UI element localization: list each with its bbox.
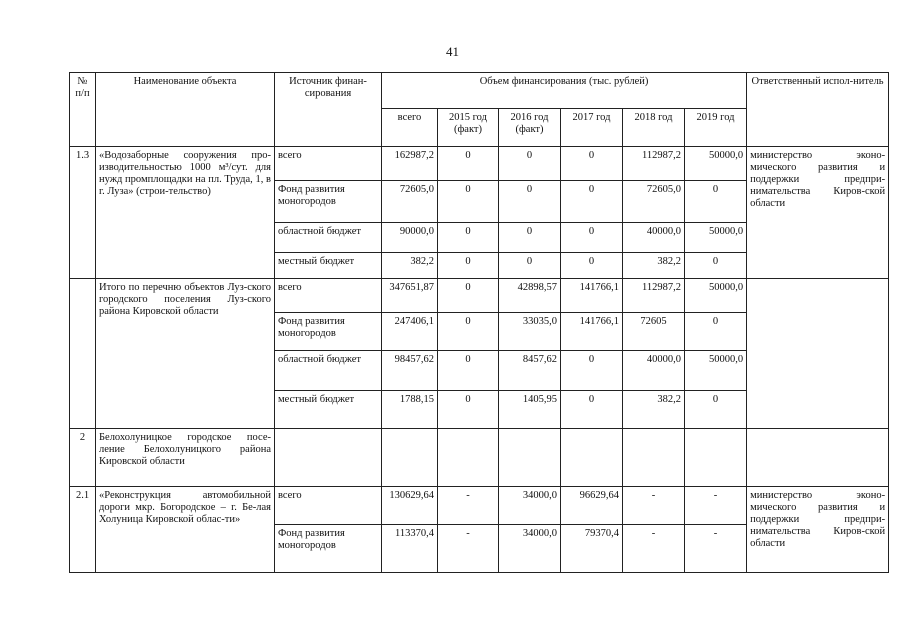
header-name: Наименование объекта xyxy=(96,73,275,147)
y2015-cell: 0 xyxy=(438,279,499,313)
y2017-cell: 141766,1 xyxy=(561,279,623,313)
y2017-cell: 0 xyxy=(561,351,623,391)
y2019-cell: 0 xyxy=(685,181,747,223)
source-cell xyxy=(275,429,382,487)
y2018-cell: - xyxy=(623,487,685,525)
y2019-cell: 50000,0 xyxy=(685,223,747,253)
row-number: 1.3 xyxy=(70,147,96,279)
y2017-cell: 0 xyxy=(561,147,623,181)
responsible-cell xyxy=(747,279,889,429)
total-cell xyxy=(382,429,438,487)
source-cell: областной бюджет xyxy=(275,351,382,391)
source-cell: всего xyxy=(275,279,382,313)
y2016-cell xyxy=(499,429,561,487)
responsible-cell: министерство эконо-мического развития и поддержки предпри-нимательства Киров-ской области xyxy=(747,147,889,279)
total-cell: 1788,15 xyxy=(382,391,438,429)
y2016-cell: 0 xyxy=(499,253,561,279)
y2015-cell: 0 xyxy=(438,253,499,279)
y2016-cell: 42898,57 xyxy=(499,279,561,313)
y2018-cell: 40000,0 xyxy=(623,223,685,253)
y2015-cell xyxy=(438,429,499,487)
page-number: 41 xyxy=(446,44,459,59)
source-cell: всего xyxy=(275,487,382,525)
object-name: Белохолуницкое городское посе-ление Белохолуницкого района Кировской области xyxy=(96,429,275,487)
y2015-cell: 0 xyxy=(438,223,499,253)
total-cell: 162987,2 xyxy=(382,147,438,181)
y2019-cell: - xyxy=(685,525,747,573)
y2015-cell: 0 xyxy=(438,181,499,223)
y2019-cell: 50000,0 xyxy=(685,147,747,181)
y2016-cell: 33035,0 xyxy=(499,313,561,351)
y2019-cell: 0 xyxy=(685,253,747,279)
y2015-cell: - xyxy=(438,487,499,525)
y2017-cell: 0 xyxy=(561,253,623,279)
y2019-cell: - xyxy=(685,487,747,525)
y2017-cell: 0 xyxy=(561,391,623,429)
y2015-cell: - xyxy=(438,525,499,573)
y2018-cell: 40000,0 xyxy=(623,351,685,391)
y2017-cell: 0 xyxy=(561,181,623,223)
y2016-cell: 8457,62 xyxy=(499,351,561,391)
y2017-cell xyxy=(561,429,623,487)
total-cell: 130629,64 xyxy=(382,487,438,525)
header-row xyxy=(70,73,889,109)
total-cell: 98457,62 xyxy=(382,351,438,391)
total-cell: 90000,0 xyxy=(382,223,438,253)
table-row xyxy=(70,279,889,313)
y2017-cell: 96629,64 xyxy=(561,487,623,525)
y2015-cell: 0 xyxy=(438,351,499,391)
y2016-cell: 34000,0 xyxy=(499,487,561,525)
y2019-cell: 0 xyxy=(685,313,747,351)
subheader-2018: 2018 год xyxy=(623,109,685,147)
y2018-cell: 382,2 xyxy=(623,253,685,279)
total-cell: 72605,0 xyxy=(382,181,438,223)
source-cell: местный бюджет xyxy=(275,391,382,429)
object-name: «Водозаборные сооружения про-изводительностью 1000 м³/сут. для нужд промплощадки на пл. Труда, 1, в г. Луза» (строи-тельство) xyxy=(96,147,275,279)
subheader-2017: 2017 год xyxy=(561,109,623,147)
y2018-cell xyxy=(623,429,685,487)
y2018-cell: 112987,2 xyxy=(623,279,685,313)
row-number: 2.1 xyxy=(70,487,96,573)
y2018-cell: 382,2 xyxy=(623,391,685,429)
responsible-cell xyxy=(747,429,889,487)
source-cell: областной бюджет xyxy=(275,223,382,253)
y2019-cell: 50000,0 xyxy=(685,351,747,391)
header-responsible: Ответственный испол-нитель xyxy=(747,73,889,147)
y2015-cell: 0 xyxy=(438,313,499,351)
total-cell: 347651,87 xyxy=(382,279,438,313)
source-cell: Фонд развития моногородов xyxy=(275,313,382,351)
y2019-cell xyxy=(685,429,747,487)
y2018-cell: 72605 xyxy=(623,313,685,351)
total-cell: 113370,4 xyxy=(382,525,438,573)
y2018-cell: 112987,2 xyxy=(623,147,685,181)
y2019-cell: 0 xyxy=(685,391,747,429)
subheader-2016: 2016 год (факт) xyxy=(499,109,561,147)
y2016-cell: 1405,95 xyxy=(499,391,561,429)
y2016-cell: 0 xyxy=(499,147,561,181)
total-cell: 247406,1 xyxy=(382,313,438,351)
table-row xyxy=(70,147,889,181)
table-row xyxy=(70,487,889,525)
table-row xyxy=(70,429,889,487)
row-number: 2 xyxy=(70,429,96,487)
y2015-cell: 0 xyxy=(438,391,499,429)
y2016-cell: 0 xyxy=(499,223,561,253)
header-volume: Объем финансирования (тыс. рублей) xyxy=(382,73,747,109)
source-cell: всего xyxy=(275,147,382,181)
y2018-cell: - xyxy=(623,525,685,573)
y2017-cell: 0 xyxy=(561,223,623,253)
header-num: № п/п xyxy=(70,73,96,147)
row-number xyxy=(70,279,96,429)
object-name: «Реконструкция автомобильной дороги мкр. Богородское – г. Бе-лая Холуница Кировской облас-ти» xyxy=(96,487,275,573)
y2017-cell: 141766,1 xyxy=(561,313,623,351)
y2016-cell: 0 xyxy=(499,181,561,223)
subheader-2015: 2015 год (факт) xyxy=(438,109,499,147)
subheader-2019: 2019 год xyxy=(685,109,747,147)
financing-table xyxy=(69,72,889,573)
y2019-cell: 50000,0 xyxy=(685,279,747,313)
source-cell: Фонд развития моногородов xyxy=(275,525,382,573)
y2015-cell: 0 xyxy=(438,147,499,181)
y2018-cell: 72605,0 xyxy=(623,181,685,223)
source-cell: местный бюджет xyxy=(275,253,382,279)
object-name: Итого по перечню объектов Луз-ского городского поселения Луз-ского района Кировской области xyxy=(96,279,275,429)
header-source: Источник финан-сирования xyxy=(275,73,382,147)
source-cell: Фонд развития моногородов xyxy=(275,181,382,223)
responsible-cell: министерство эконо-мического развития и поддержки предпри-нимательства Киров-ской области xyxy=(747,487,889,573)
total-cell: 382,2 xyxy=(382,253,438,279)
subheader-total: всего xyxy=(382,109,438,147)
y2017-cell: 79370,4 xyxy=(561,525,623,573)
y2016-cell: 34000,0 xyxy=(499,525,561,573)
